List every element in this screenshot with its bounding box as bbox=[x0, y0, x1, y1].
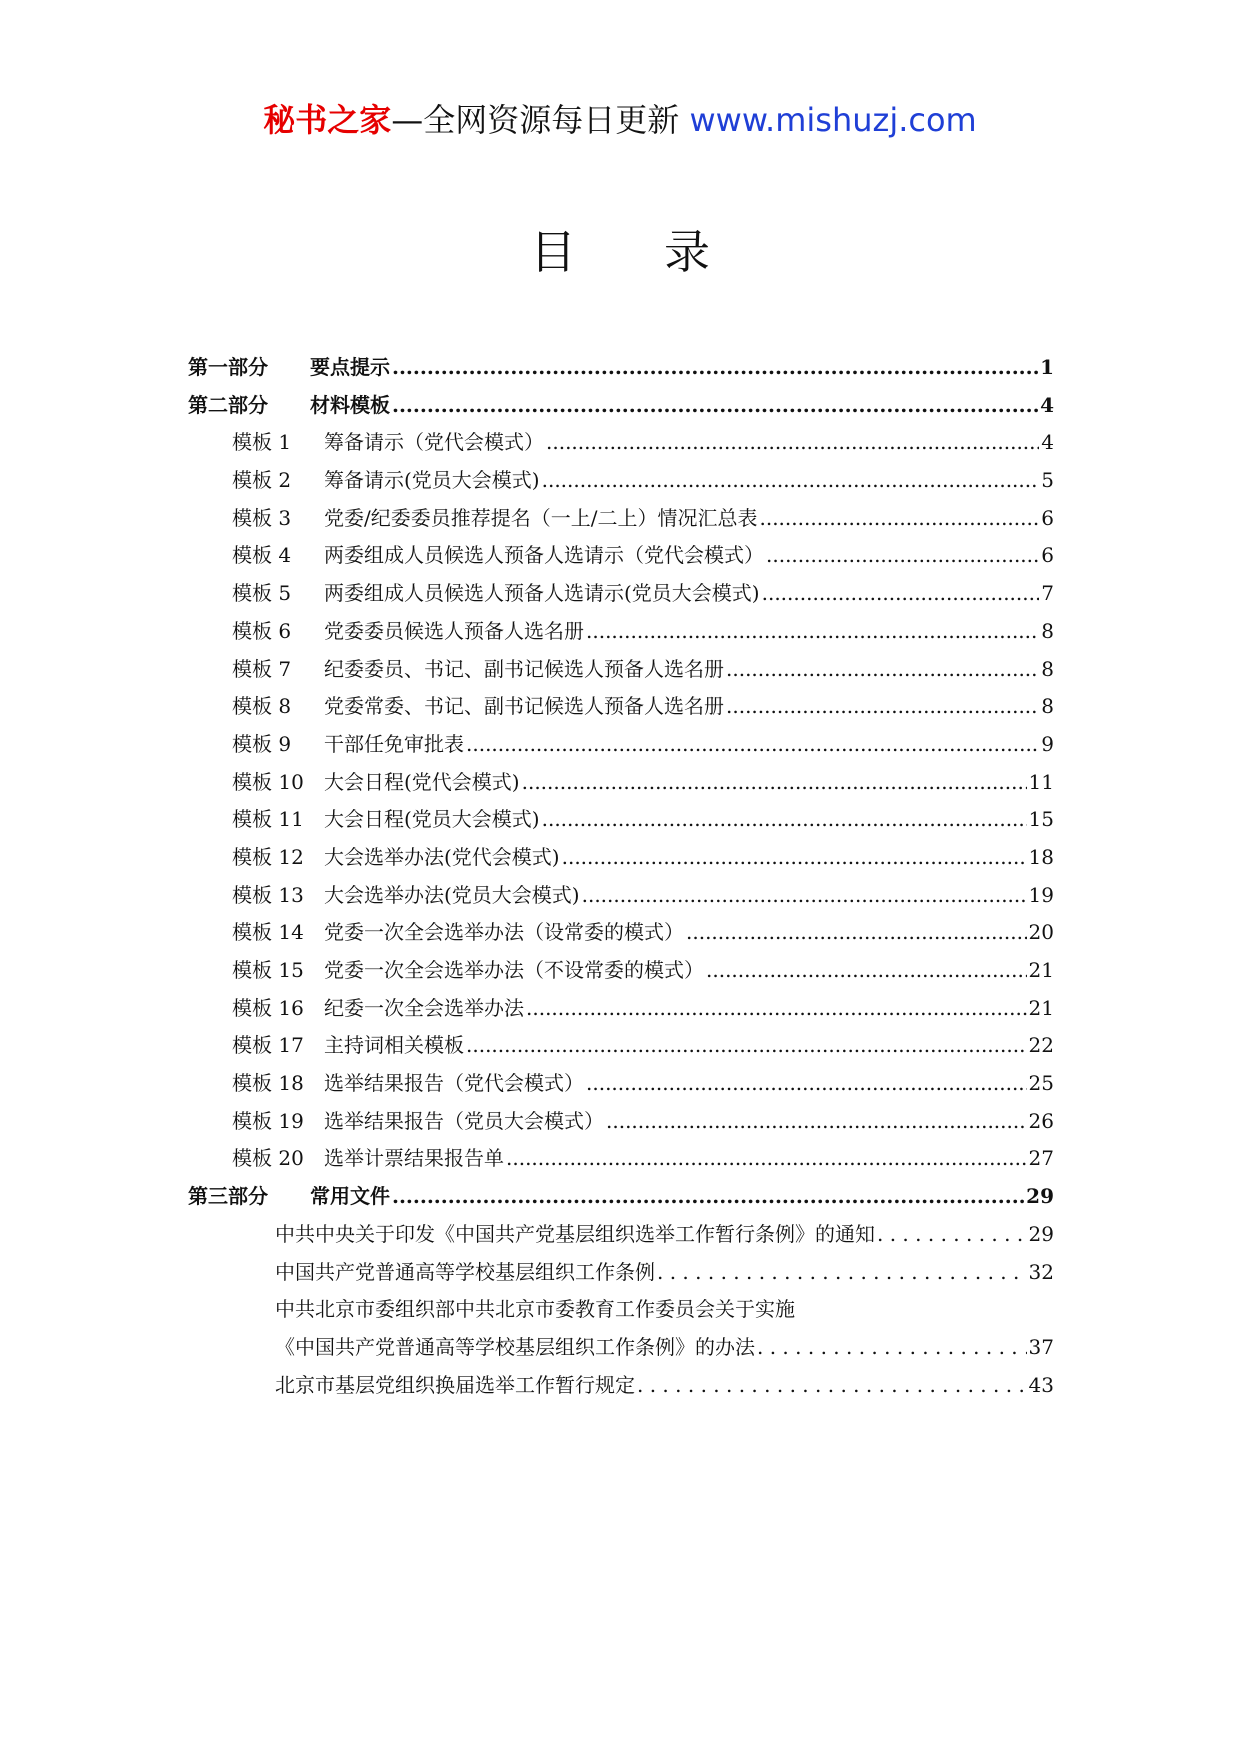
toc-page-number: 21 bbox=[1028, 958, 1054, 982]
toc-entry-title: 两委组成人员候选人预备人选请示(党员大会模式) bbox=[324, 581, 760, 606]
toc-entry-title: 纪委一次全会选举办法 bbox=[324, 995, 524, 1020]
toc-page-number: 8 bbox=[1041, 656, 1054, 681]
toc-leader-dots bbox=[726, 651, 1039, 689]
toc-page-number: 21 bbox=[1028, 995, 1054, 1020]
toc-entry-title: 筹备请示（党代会模式） bbox=[324, 430, 544, 455]
toc-page-number: 9 bbox=[1041, 731, 1054, 756]
toc-entry[interactable] bbox=[188, 651, 1054, 689]
toc-entry-title: 大会选举办法(党代会模式) bbox=[324, 844, 560, 869]
toc-entry-title: 要点提示 bbox=[310, 355, 390, 379]
toc-page-number: 4 bbox=[1041, 430, 1054, 455]
site-header bbox=[0, 98, 1240, 142]
toc-entry-title: 材料模板 bbox=[310, 392, 390, 417]
toc-entry[interactable] bbox=[188, 1140, 1054, 1178]
toc-page-number: 7 bbox=[1041, 581, 1054, 606]
toc-entry-number: 第三部分 bbox=[188, 1184, 268, 1209]
toc-entry-number: 模板 5 bbox=[232, 581, 292, 606]
toc-leader-dots bbox=[466, 726, 1039, 764]
toc-entry-number: 模板 10 bbox=[232, 769, 304, 794]
toc-page-number: 25 bbox=[1028, 1071, 1054, 1096]
toc-leader-dots bbox=[606, 1103, 1027, 1141]
toc-leader-dots bbox=[392, 387, 1038, 425]
toc-page-number: 22 bbox=[1028, 1033, 1054, 1058]
toc-entry-number: 模板 7 bbox=[232, 656, 292, 681]
toc-entry[interactable] bbox=[188, 990, 1054, 1028]
toc-entry[interactable] bbox=[188, 1329, 1054, 1367]
toc-leader-dots bbox=[726, 688, 1039, 726]
toc-page-number: 1 bbox=[1040, 355, 1054, 379]
toc-leader-dots bbox=[686, 914, 1027, 952]
toc-page-number: 26 bbox=[1028, 1108, 1054, 1133]
brand-name: 秘书之家 bbox=[263, 101, 392, 139]
toc-entry[interactable] bbox=[188, 575, 1054, 613]
toc-leader-dots bbox=[466, 1027, 1027, 1065]
toc-page-number: 8 bbox=[1041, 618, 1054, 643]
toc-leader-dots bbox=[657, 1254, 1027, 1292]
toc-leader-dots bbox=[586, 1065, 1027, 1103]
page-title: 目录 bbox=[530, 225, 798, 279]
toc-leader-dots bbox=[762, 575, 1040, 613]
toc-leader-dots bbox=[757, 1329, 1027, 1367]
toc-entry-title: 大会日程(党代会模式) bbox=[324, 769, 520, 794]
toc-entry-title: 大会选举办法(党员大会模式) bbox=[324, 882, 580, 907]
toc-leader-dots bbox=[392, 349, 1038, 387]
toc-leader-dots bbox=[582, 877, 1027, 915]
toc-entry[interactable] bbox=[188, 688, 1054, 726]
toc-entry-title: 纪委委员、书记、副书记候选人预备人选名册 bbox=[324, 656, 724, 681]
toc-entry-number: 模板 18 bbox=[232, 1071, 304, 1096]
toc-entry-title: 北京市基层党组织换届选举工作暂行规定 bbox=[275, 1372, 635, 1397]
toc-entry[interactable] bbox=[188, 1065, 1054, 1103]
toc-leader-dots bbox=[522, 764, 1027, 802]
toc-page-number: 20 bbox=[1028, 920, 1054, 945]
toc-page-number: 5 bbox=[1041, 468, 1054, 493]
toc-entry-number: 模板 14 bbox=[232, 920, 304, 945]
toc-entry-number: 第一部分 bbox=[188, 355, 268, 379]
toc-leader-dots bbox=[546, 424, 1039, 462]
toc-entry[interactable] bbox=[188, 914, 1054, 952]
toc-leader-dots bbox=[877, 1216, 1027, 1254]
toc-entry-title: 主持词相关模板 bbox=[324, 1033, 464, 1058]
toc-page-number: 4 bbox=[1040, 392, 1054, 417]
toc-entry-number: 模板 8 bbox=[232, 694, 292, 719]
toc-entry-number: 模板 1 bbox=[232, 430, 292, 455]
toc-entry-title: 党委常委、书记、副书记候选人预备人选名册 bbox=[324, 694, 724, 719]
toc-entry-number: 模板 2 bbox=[232, 468, 292, 493]
toc-entry[interactable] bbox=[188, 387, 1054, 425]
toc-entry[interactable] bbox=[188, 1291, 1054, 1329]
toc-entry-number: 模板 15 bbox=[232, 958, 304, 982]
table-of-contents bbox=[188, 349, 1054, 1404]
site-url-link[interactable]: www.mishuzj.com bbox=[689, 101, 977, 139]
header-slogan: —全网资源每日更新 bbox=[391, 101, 690, 139]
toc-page-number: 37 bbox=[1028, 1334, 1054, 1359]
toc-entry-title: 中国共产党普通高等学校基层组织工作条例 bbox=[275, 1259, 655, 1284]
toc-entry-number: 模板 13 bbox=[232, 882, 304, 907]
toc-entry-number: 模板 3 bbox=[232, 505, 292, 530]
toc-entry-number: 模板 17 bbox=[232, 1033, 304, 1058]
toc-entry[interactable] bbox=[188, 1178, 1054, 1216]
toc-entry-title: 党委一次全会选举办法（不设常委的模式） bbox=[324, 958, 704, 982]
toc-leader-dots bbox=[759, 500, 1039, 538]
toc-page-number: 11 bbox=[1028, 769, 1054, 794]
toc-entry-title: 大会日程(党员大会模式) bbox=[324, 807, 540, 832]
toc-leader-dots bbox=[586, 613, 1039, 651]
toc-entry-number: 模板 6 bbox=[232, 618, 292, 643]
toc-entry[interactable] bbox=[188, 462, 1054, 500]
toc-entry-number: 模板 9 bbox=[232, 731, 292, 756]
toc-entry[interactable] bbox=[188, 952, 1054, 990]
toc-page-number: 29 bbox=[1026, 1184, 1054, 1209]
toc-entry-title: 选举结果报告（党员大会模式） bbox=[324, 1108, 604, 1133]
toc-leader-dots bbox=[542, 801, 1027, 839]
toc-page-number: 32 bbox=[1028, 1259, 1054, 1284]
toc-entry[interactable] bbox=[188, 839, 1054, 877]
toc-entry-title: 党委委员候选人预备人选名册 bbox=[324, 618, 584, 643]
toc-page-number: 29 bbox=[1028, 1221, 1054, 1246]
toc-entry-number: 模板 12 bbox=[232, 844, 304, 869]
toc-page-number: 43 bbox=[1028, 1372, 1054, 1397]
toc-entry-title: 党委/纪委委员推荐提名（一上/二上）情况汇总表 bbox=[324, 505, 758, 530]
toc-entry[interactable] bbox=[188, 764, 1054, 802]
toc-leader-dots bbox=[392, 1178, 1024, 1216]
toc-entry[interactable] bbox=[188, 1216, 1054, 1254]
toc-entry[interactable] bbox=[188, 537, 1054, 575]
toc-entry-title: 中共北京市委组织部中共北京市委教育工作委员会关于实施 bbox=[275, 1297, 795, 1322]
toc-page-number: 8 bbox=[1041, 694, 1054, 719]
toc-entry-title: 选举计票结果报告单 bbox=[324, 1146, 504, 1171]
toc-page-number: 19 bbox=[1028, 882, 1054, 907]
toc-entry[interactable] bbox=[188, 1254, 1054, 1292]
toc-leader-dots bbox=[706, 952, 1027, 990]
toc-leader-dots bbox=[562, 839, 1027, 877]
toc-entry[interactable] bbox=[188, 1103, 1054, 1141]
toc-entry-number: 模板 16 bbox=[232, 995, 304, 1020]
toc-entry[interactable] bbox=[188, 801, 1054, 839]
toc-entry-number: 第二部分 bbox=[188, 392, 268, 417]
toc-entry-number: 模板 20 bbox=[232, 1146, 304, 1171]
toc-entry-title: 党委一次全会选举办法（设常委的模式） bbox=[324, 920, 684, 945]
toc-leader-dots bbox=[766, 537, 1039, 575]
toc-page-number: 27 bbox=[1028, 1146, 1054, 1171]
toc-entry[interactable] bbox=[188, 500, 1054, 538]
toc-entry-title: 干部任免审批表 bbox=[324, 731, 464, 756]
toc-page-number: 6 bbox=[1041, 543, 1054, 568]
toc-entry-title: 常用文件 bbox=[310, 1184, 390, 1209]
toc-entry-title: 《中国共产党普通高等学校基层组织工作条例》的办法 bbox=[275, 1334, 755, 1359]
toc-leader-dots bbox=[506, 1140, 1027, 1178]
toc-entry[interactable] bbox=[188, 424, 1054, 462]
toc-entry-number: 模板 19 bbox=[232, 1108, 304, 1133]
toc-entry[interactable] bbox=[188, 726, 1054, 764]
toc-entry-number: 模板 4 bbox=[232, 543, 292, 568]
toc-page-number: 18 bbox=[1028, 844, 1054, 869]
toc-entry-title: 两委组成人员候选人预备人选请示（党代会模式） bbox=[324, 543, 764, 568]
toc-leader-dots bbox=[637, 1367, 1027, 1405]
toc-entry[interactable] bbox=[188, 349, 1054, 387]
toc-entry[interactable] bbox=[188, 877, 1054, 915]
toc-leader-dots bbox=[526, 990, 1027, 1028]
toc-entry-title: 选举结果报告（党代会模式） bbox=[324, 1071, 584, 1096]
toc-entry-title: 筹备请示(党员大会模式) bbox=[324, 468, 540, 493]
toc-leader-dots bbox=[542, 462, 1040, 500]
toc-entry-number: 模板 11 bbox=[232, 807, 304, 832]
toc-entry[interactable] bbox=[188, 1027, 1054, 1065]
toc-page-number: 6 bbox=[1041, 505, 1054, 530]
toc-page-number: 15 bbox=[1028, 807, 1054, 832]
toc-entry[interactable] bbox=[188, 1367, 1054, 1405]
toc-entry-title: 中共中央关于印发《中国共产党基层组织选举工作暂行条例》的通知 bbox=[275, 1221, 875, 1246]
toc-entry[interactable] bbox=[188, 613, 1054, 651]
